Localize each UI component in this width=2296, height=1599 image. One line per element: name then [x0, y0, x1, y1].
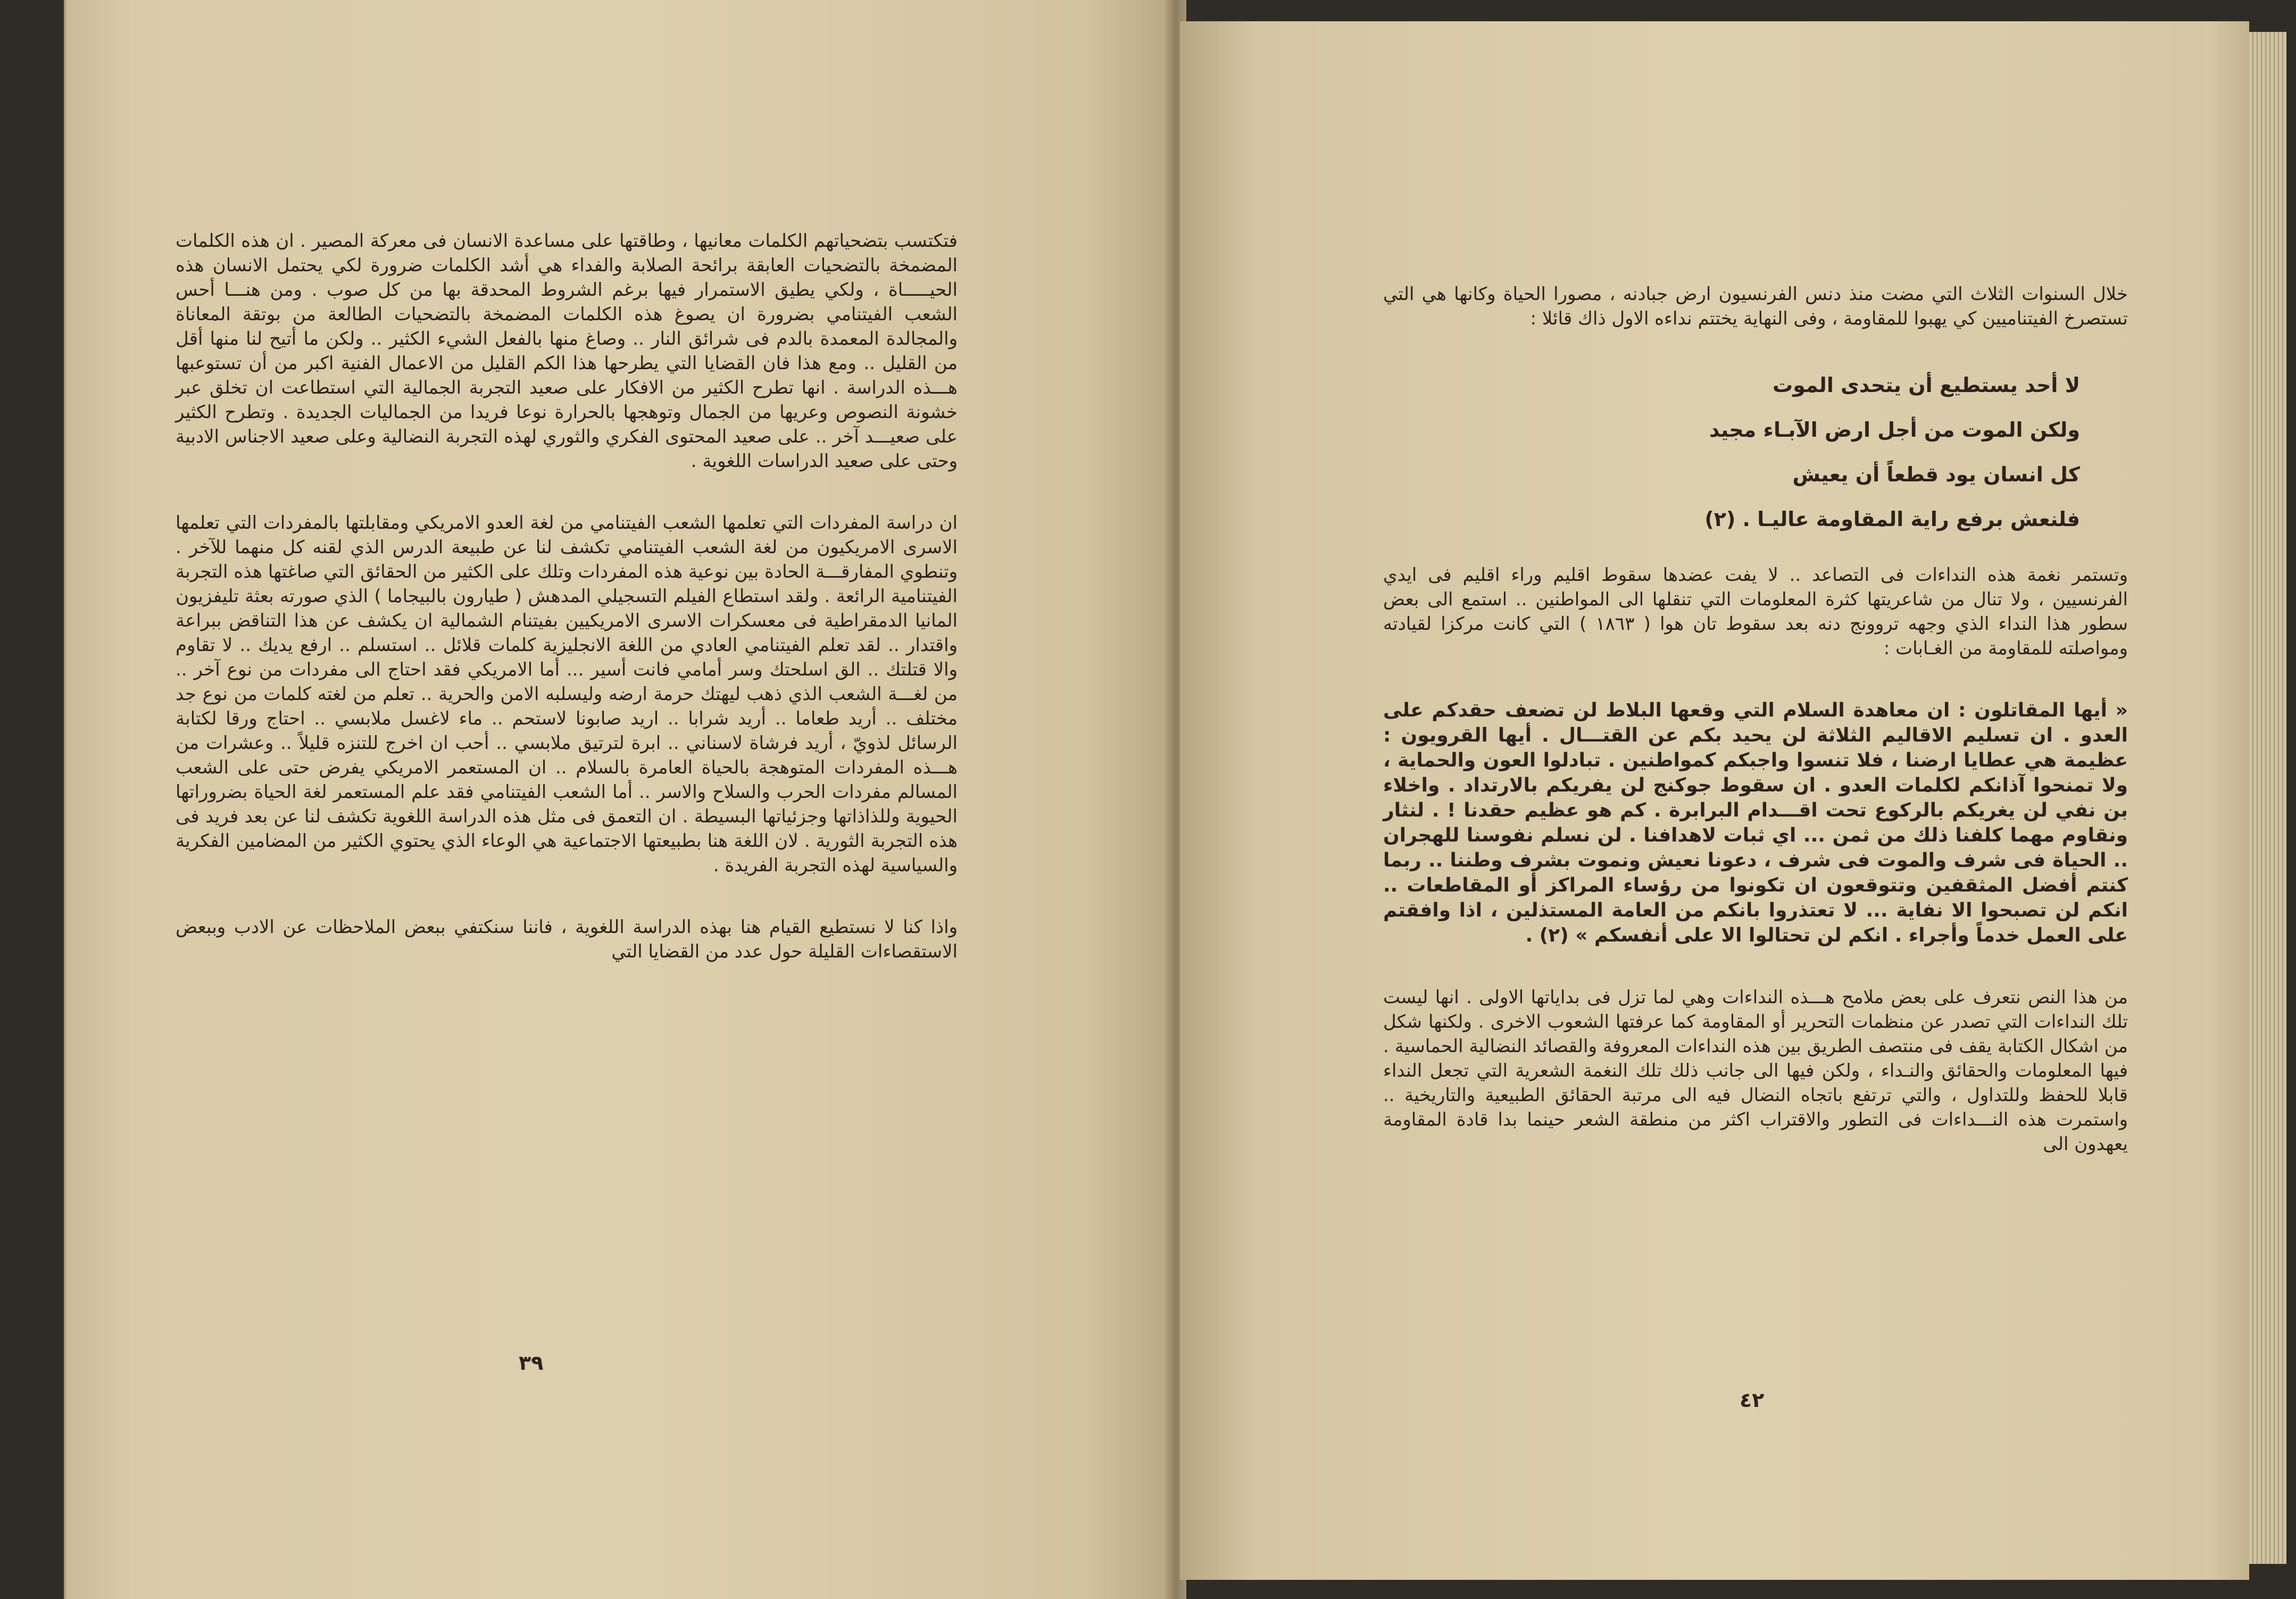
right-paragraph-2: وتستمر نغمة هذه النداءات فى التصاعد .. لا يفت عضدها سقوط اقليم وراء اقليم فى ايدي الفرنسيين ، ولا تنال من شاعريتها كثرة المعلومات التي تنقلها الى المواطنين .. استمع الى بعض سطور هذا النداء الذي وجهه تروونج دنه بعد سقوط تان هوا ( ١٨٦٣ ) التي كانت مركزا لقيادته ومواصلته للمقاومة من الغـابات :	[1383, 564, 2128, 659]
poem-line: كل انسان يود قطعاً أن يعيش	[1792, 463, 2080, 486]
right-page-text	[1383, 282, 2128, 1156]
poem	[1383, 363, 2080, 542]
right-page-number: ٤٢	[1740, 1388, 1765, 1412]
left-paragraph-3: واذا كنا لا نستطيع القيام هنا بهذه الدراسة اللغوية ، فاننا سنكتفي ببعض الملاحظات عن الادب وببعض الاستقصاءات القليلة حول عدد من القضايا التي	[176, 917, 958, 962]
right-intro: خلال السنوات الثلاث التي مضت منذ دنس الفرنسيون ارض جبادنه ، مصورا الحياة وكانها هي التي تستصرخ الفيتناميين كي يهبوا للمقاومة ، وفى النهاية يختتم نداءه الاول ذاك قائلا :	[1383, 284, 2128, 329]
right-paragraph-3: من هذا النص نتعرف على بعض ملامح هـــذه النداءات وهي لما تزل فى بداياتها الاولى . انها ليست تلك النداءات التي تصدر عن منظمات التحرير أو المقاومة كما عرفتها الشعوب الاخرى . ولكنها شكل من اشكال الكتابة يقف فى منتصف الطريق بين هذه النداءات المعروفة والقصائد النضالية الحماسية . فيها المعلومات والحقائق والنـداء ، ولكن فيها الى جانب ذلك تلك النغمة الشعرية التي تجعل النداء قابلا للحفظ وللتداول ، والتي ترتفع باتجاه النضال فيه الى مرتبة الحقائق الطبيعية والتاريخية .. واستمرت هذه النـــداءات فى التطور والاقتراب اكثر من منطقة الشعر حينما بدا قادة المقاومة يعهدون الى	[1383, 987, 2128, 1155]
left-paragraph-2: ان دراسة المفردات التي تعلمها الشعب الفيتنامي من لغة العدو الامريكي ومقابلتها بالمفردات التي تعلمها الاسرى الامريكيون من لغة الشعب الفيتنامي تكشف لنا عن طبيعة الدرس الذي لقنه كل منهما للآخر . وتنطوي المفارقـــة الحادة بين نوعية هذه المفردات وتلك على الكثير من الحقائق التي صاغتها هذه التجربة الفيتنامية الرائعة . ولقد استطاع الفيلم التسجيلي المدهش ( طيارون بالبيجاما ) الذي صورته بعثة تليفزيون المانيا الدمقراطية فى معسكرات الاسرى الامريكيين بفيتنام الشمالية ان يكشف عن هذا التناقض ببراعة واقتدار .. لقد تعلم الفيتنامي العادي من اللغة الانجليزية كلمات قلائل .. استسلم .. ارفع يديك .. لا تقاوم والا قتلتك .. الق اسلحتك وسر أمامي فانت أسير ... أما الامريكي فقد احتاج الى مفردات من نوع آخر .. من لغـــة الشعب الذي ذهب ليهتك حرمة ارضه وليسلبه الامن والحرية .. تعلم من لغته كلمات من نوع جد مختلف .. أريد طعاما .. أريد شرابا .. اريد صابونا لاستحم .. ماء لاغسل ملابسي .. احتاج ورقا لكتابة الرسائل لذويّ ، أريد فرشاة لاسناني .. ابرة لترتيق ملابسي .. أحب ان اخرج للتنزه قليلاً .. وعشرات من هـــذه المفردات المتوهجة بالحياة العامرة بالسلام .. ان المستعمر الامريكي يفرض حتى على الشعب المسالم مفردات الحرب والسلاح والاسر .. أما الشعب الفيتنامي فقد علم المستعمر لغة الحياة بضروراتها الحيوية وللذاذاتها وجزئياتها البسيطة . ان التعمق فى مثل هذه الدراسة اللغوية تكشف لنا عن بعد فريد فى هذه التجربة الثورية . لان اللغة هنا بطبيعتها الاجتماعية هي الوعاء الذي يحتوي الكثير من المضامين الفكرية والسياسية لهذه التجربة الفريدة .	[176, 512, 958, 876]
poem-line: فلنعش برفع راية المقاومة عاليـا . (٢)	[1704, 507, 2080, 531]
left-page-number: ٣٩	[519, 1351, 544, 1375]
page-edges	[2249, 32, 2286, 1564]
poem-line: ولكن الموت من أجل ارض الآبـاء مجيد	[1709, 418, 2080, 442]
left-page-text	[176, 229, 958, 964]
left-paragraph-1: فتكتسب بتضحياتهم الكلمات معانيها ، وطاقتها على مساعدة الانسان فى معركة المصير . ان هذه الكلمات المضمخة بالتضحيات العابقة برائحة الصلابة والفداء هي أشد الكلمات ضرورة لكي يحتمل الانسان هذه الحيـــــاة ، ولكي يطيق الاستمرار فيها برغم الشروط المحدقة بها من كل صوب . ومن هنـــا أحس الشعب الفيتنامي بضرورة ان يصوغ هذه الكلمات المضمخة بالتضحيات الطالعة من بوتقة المعاناة والمجالدة المعمدة بالدم فى شرائق النار .. وصاغ منها بالفعل الشيء الكثير .. ولكن ما أتيح لنا منها أقل من القليل .. ومع هذا فان القضايا التي يطرحها هذا الكم القليل من الاعمال الفنية اكبر من أن تستوعبها هـــذه الدراسة . انها تطرح الكثير من الافكار على صعيد التجربة الجمالية التي استطاعت ان تخلق عبر خشونة النصوص وعريها من الجمال وتوهجها بالحرارة نوعا فريدا من الجماليات الجديدة . وتطرح الكثير على صعيـــد آخر .. على صعيد المحتوى الفكري والثوري لهذه التجربة النضالية وعلى صعيد الاجناس الادبية وحتى على صعيد الدراسات اللغوية .	[176, 230, 958, 472]
poem-line: لا أحد يستطيع أن يتحدى الموت	[1773, 373, 2080, 397]
proclamation-quote: « أيها المقاتلون : ان معاهدة السلام التي وقعها البلاط لن تضعف حقدكم على العدو . ان تسليم الاقاليم الثلاثة لن يحيد بكم عن القتـــال . أيها القرويون : عظيمة هي عطايا ارضنا ، فلا تنسوا واجبكم كمواطنين . تبادلوا العون والحماية ، ولا تمنحوا آذانكم لكلمات العدو . ان سقوط جوكنج لن يفريكم بالارتداد . واخلاء بن نفي لن يغريكم بالركوع تحت اقـــدام البرابرة . كم هو عظيم حقدنا ! . لنثار ونقاوم مهما كلفنا ذلك من ثمن ... اي ثبات لاهدافنا . لن نسلم نفوسنا للهجران .. الحياة فى شرف والموت فى شرف ، دعونا نعيش ونموت بشرف وطننا .. ربما كنتم أفضل المثقفين وتتوقعون ان تكونوا من رؤساء المراكز أو المقاطعات .. انكم لن تصبحوا الا نفاية ... لا تعتذروا بانكم من العامة المستذلين ، اذا وافقتم على العمل خدماً وأجراء . انكم لن تحتالوا الا على أنفسكم » (٢) .	[1383, 699, 2128, 946]
